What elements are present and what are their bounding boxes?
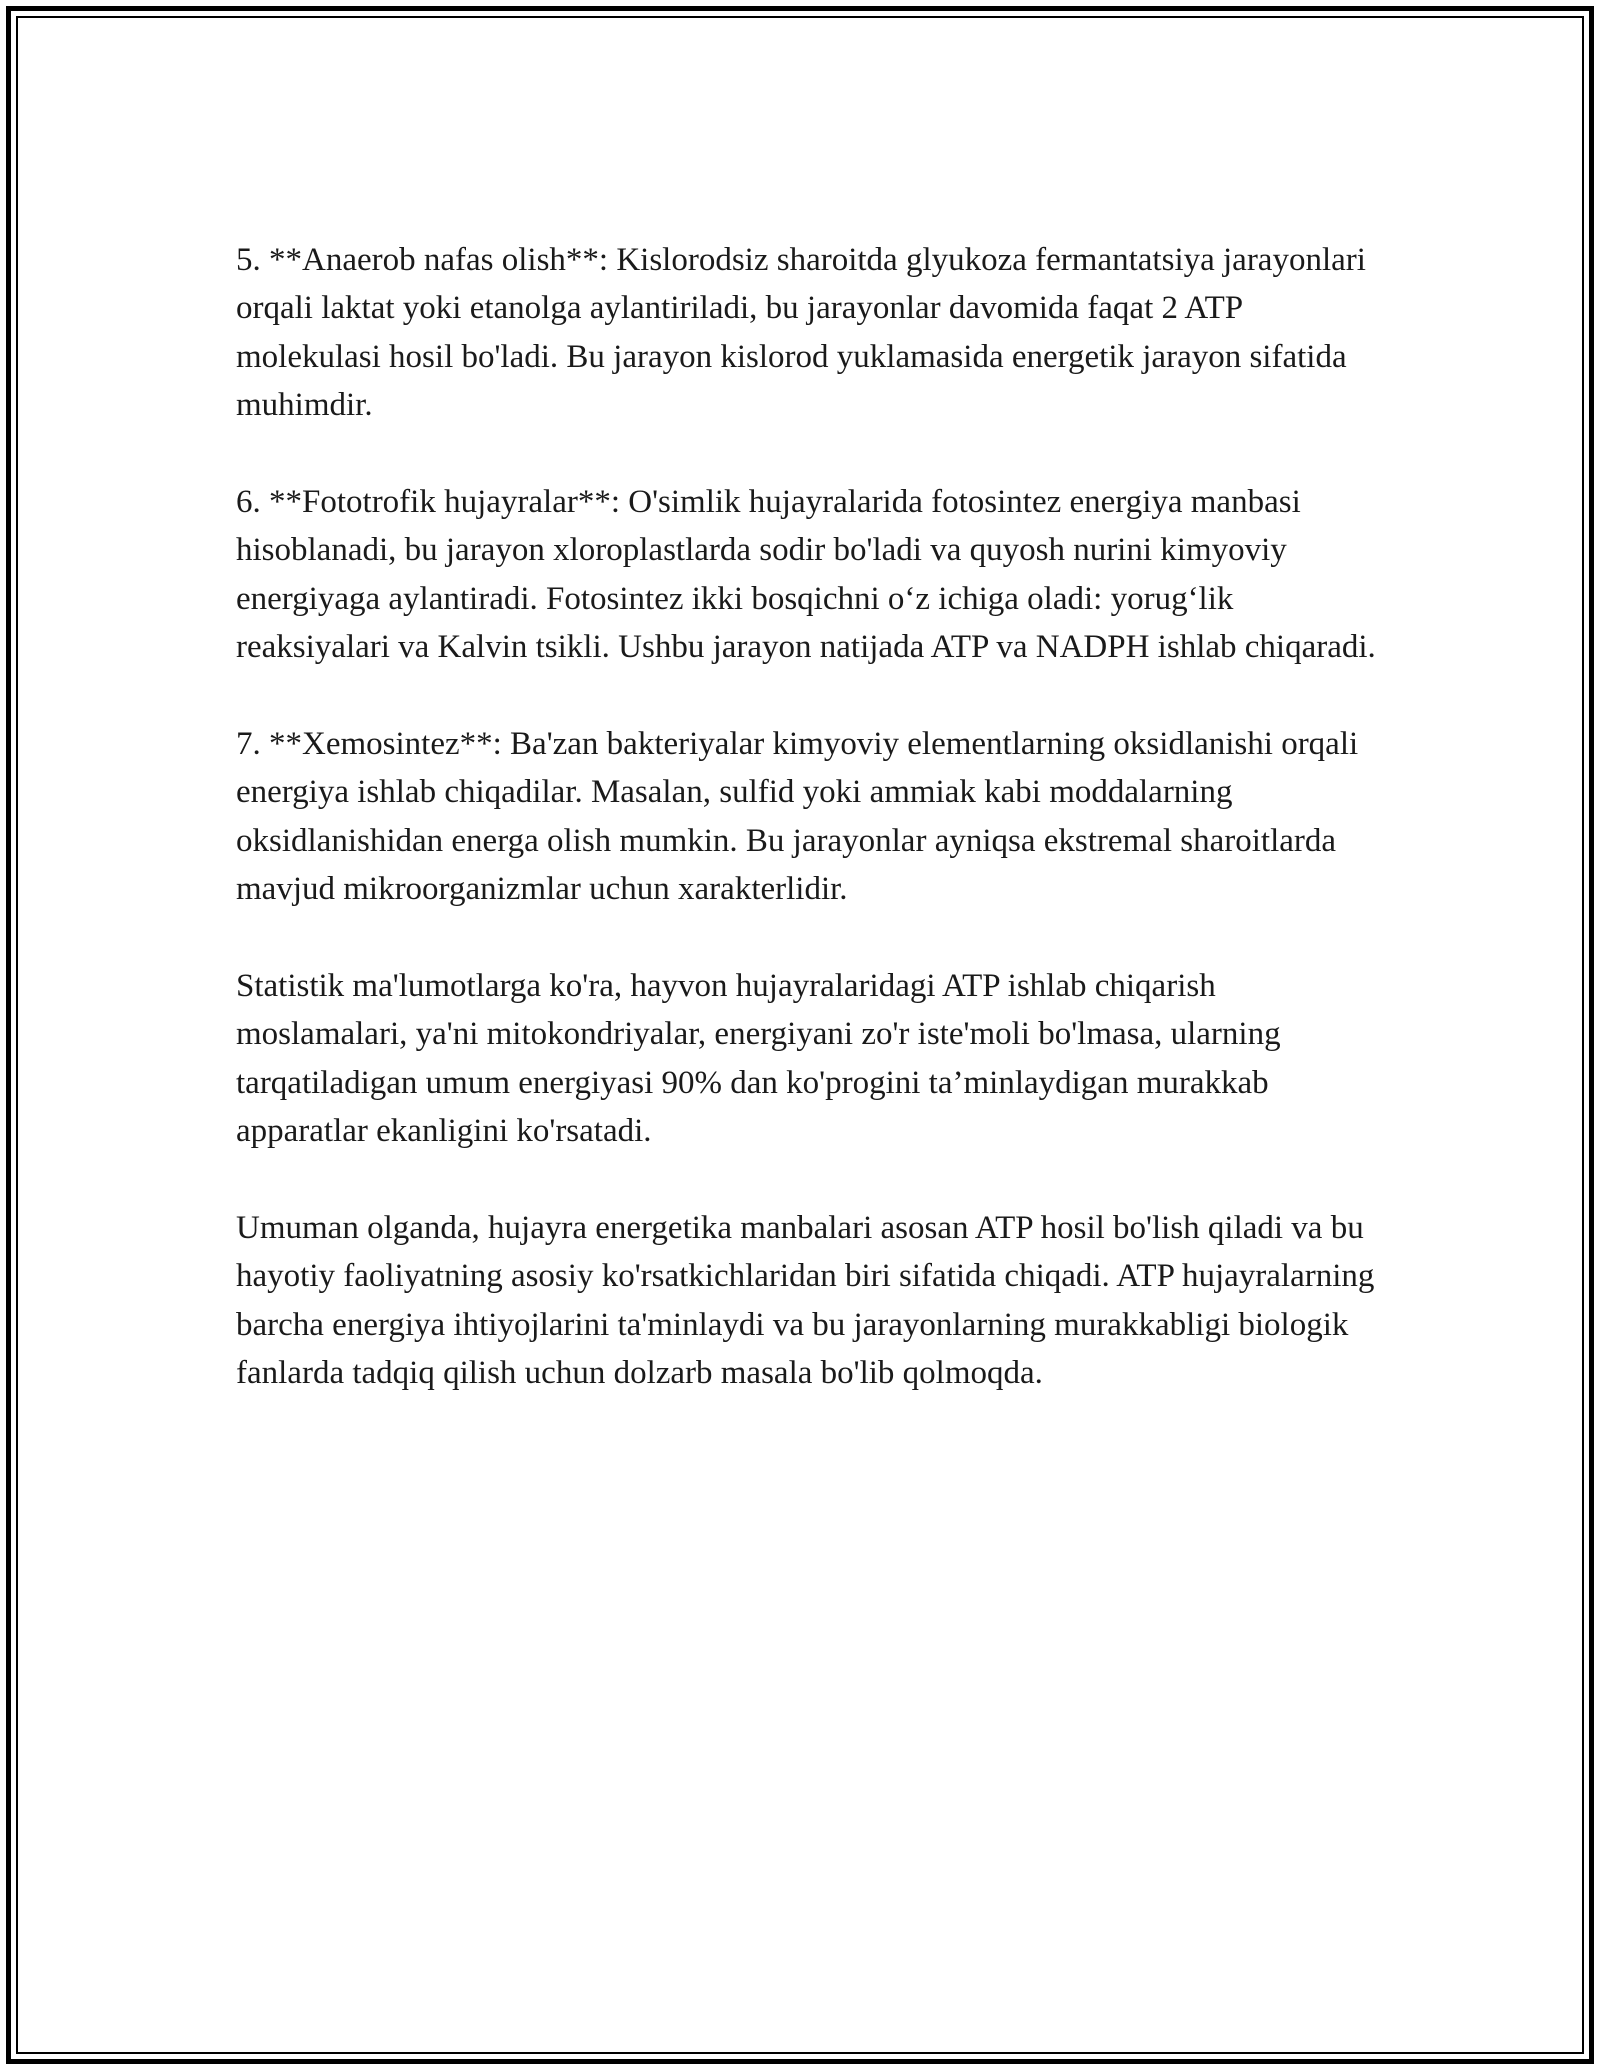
paragraph-fototrofik-hujayralar: 6. **Fototrofik hujayralar**: O'simlik hujayralarida fotosintez energiya manbasi hisoblanadi, bu jarayon xloroplastlarda sodir bo'ladi va quyosh nurini kimyoviy energiyaga aylantiradi. Fotosintez ikki bosqichni o‘z ichiga oladi: yorug‘lik reaksiyalari va Kalvin tsikli. Ushbu jarayon natijada ATP va NADPH ishlab chiqaradi.	[236, 484, 1376, 666]
paragraph-xemosintez: 7. **Xemosintez**: Ba'zan bakteriyalar kimyoviy elementlarning oksidlanishi orqali energiya ishlab chiqadilar. Masalan, sulfid yoki ammiak kabi moddalarning oksidlanishidan energa olish mumkin. Bu jarayonlar ayniqsa ekstremal sharoitlarda mavjud mikroorganizmlar uchun xarakterlidir.	[236, 726, 1359, 908]
paragraph-umuman-olganda: Umuman olganda, hujayra energetika manbalari asosan ATP hosil bo'lish qiladi va bu hayotiy faoliyatning asosiy ko'rsatkichlaridan biri sifatida chiqadi. ATP hujayralarning barcha energiya ihtiyojlarini ta'minlaydi va bu jarayonlarning murakkabligi biologik fanlarda tadqiq qilish uchun dolzarb masala bo'lib qolmoqda.	[236, 1210, 1375, 1392]
paragraph-statistik-malumotlar: Statistik ma'lumotlarga ko'ra, hayvon hujayralaridagi ATP ishlab chiqarish moslamalari, ya'ni mitokondriyalar, energiyani zo'r iste'moli bo'lmasa, ularning tarqatiladigan umum energiyasi 90% dan ko'progini ta’minlaydigan murakkab apparatlar ekanligini ko'rsatadi.	[236, 968, 1281, 1150]
document-body	[236, 236, 1386, 1398]
paragraph-anaerob-nafas-olish: 5. **Anaerob nafas olish**: Kislorodsiz sharoitda glyukoza fermantatsiya jarayonlari orqali laktat yoki etanolga aylantiriladi, bu jarayonlar davomida faqat 2 ATP molekulasi hosil bo'ladi. Bu jarayon kislorod yuklamasida energetik jarayon sifatida muhimdir.	[236, 242, 1366, 424]
